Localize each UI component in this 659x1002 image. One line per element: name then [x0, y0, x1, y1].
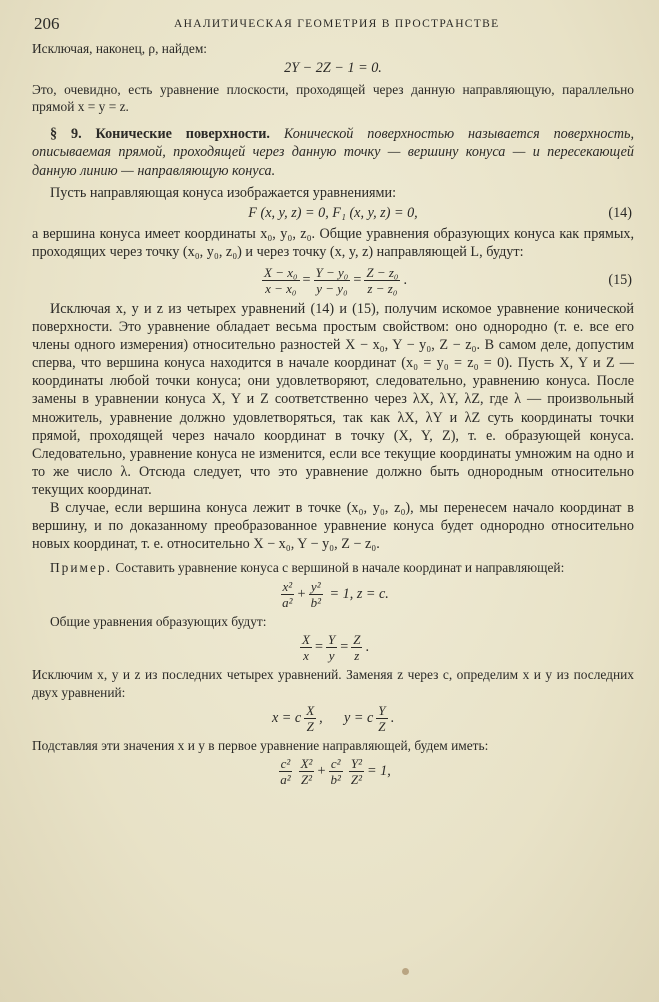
fraction-x-num: X − x₀: [264, 264, 298, 280]
formula-end: .: [365, 638, 369, 655]
frac-den: z: [354, 648, 360, 664]
frac-den: Z²: [350, 772, 363, 788]
plus-sign: +: [297, 585, 306, 602]
fraction-c2a2: [278, 756, 292, 787]
frac-num: c²: [330, 756, 341, 772]
frac-num: X: [302, 632, 310, 648]
fraction-z-num: Z − z₀: [366, 264, 399, 280]
fraction-c2b2: [328, 756, 342, 787]
fraction-XZ: [304, 703, 316, 734]
frac-num: c²: [280, 756, 291, 772]
frac-den: b²: [330, 772, 341, 788]
fraction-x2a2: [280, 579, 294, 610]
formula-xy-left: x = c: [271, 709, 302, 726]
frac-den: b²: [310, 594, 321, 610]
equals-sign: =: [314, 638, 323, 655]
fraction-z: [364, 265, 400, 296]
formula-xy-mid: , y = c: [319, 709, 374, 726]
frac-num: y²: [310, 578, 321, 594]
frac-den: Z²: [300, 772, 313, 788]
fraction-x: [262, 265, 300, 296]
formula-ellipse-rest: = 1, z = c.: [329, 585, 389, 602]
frac-num: Y: [378, 702, 386, 718]
frac-num: Y: [327, 632, 336, 648]
section-heading: § 9. Конические поверхности.: [50, 126, 270, 143]
frac-num: X²: [300, 756, 313, 772]
example-text: Составить уравнение конуса с вершиной в начале координат и направляющей:: [115, 560, 565, 576]
page-header: [34, 10, 635, 36]
paragraph-homogeneity: Исключая x, y и z из четырех уравнений (14) и (15), получим искомое уравнение конической поверхности. Это уравнение обладает весьма простым свойством: оно однородно (т. е. все его члены одного измерения) относительно разностей X − x₀, Y − y₀, Z − z₀. В самом деле, допустим сперва, что вершина конуса находится в начале координат (x₀ = y₀ = z₀ = 0). Пусть X, Y и Z — координаты любой точки конуса; они удовлетворяют, следовательно, уравнению конуса. После замены в уравнении конуса X, Y и Z соответственно через λX, λY, λZ, где λ — произвольный множитель, уравнение должно удовлетворяться, так как λX, λY и λZ суть координаты точки прямой, проходящей через начало координат в точку (X, Y, Z), т. е. образующей конуса. Следовательно, уравнение конуса не изменится, если все текущие координаты умножим на одно и то же число λ. Отсюда следует, что это уравнение должно быть однородным относительно текущих координат.: [32, 300, 634, 498]
frac-num: X: [306, 702, 315, 718]
equals-sign: =: [340, 638, 349, 655]
plus-sign: +: [317, 763, 326, 780]
formula-end: .: [390, 709, 395, 726]
paragraph-substitute: Подставляя эти значения x и y в первое уравнение направляющей, будем иметь:: [32, 737, 489, 753]
paragraph-intro: Исключая, наконец, ρ, найдем:: [32, 41, 208, 56]
fraction-X-x: [300, 632, 312, 663]
fraction-Z-z: [351, 632, 362, 663]
fraction-y2b2: [309, 579, 323, 610]
fraction-y: [314, 265, 351, 296]
section-paragraph: [32, 125, 634, 179]
frac-den: Z: [306, 718, 314, 734]
frac-num: x²: [282, 578, 293, 594]
frac-den: a²: [280, 772, 291, 788]
example-paragraph: [32, 559, 634, 576]
fraction-YZ: [376, 703, 387, 734]
paragraph-vertex: В случае, если вершина конуса лежит в точке (x₀, y₀, z₀), мы перенесем начало координат в вершину, и по доказанному преобразованное уравнение конуса будет однородно относительно новых координат, т. е. относительно X − x₀, Y − y₀, Z − z₀.: [32, 500, 634, 553]
frac-den: a²: [282, 594, 293, 610]
section-definition: Конической поверхностью называется поверхность, описываемая прямой, проходящей через данную точку — вершину конуса — и пересекающей данную линию — направляющую конуса.: [32, 126, 634, 179]
page-body: [32, 40, 634, 790]
running-title: АНАЛИТИЧЕСКАЯ ГЕОМЕТРИЯ В ПРОСТРАНСТВЕ: [174, 18, 500, 30]
fraction-Y-y: [326, 632, 337, 663]
formula-end: .: [403, 271, 407, 288]
fraction-z-den: z − z₀: [367, 280, 398, 296]
page-number: 206: [34, 14, 60, 33]
paragraph-generatrix: а вершина конуса имеет координаты x₀, y₀, z₀. Общие уравнения образующих конуса как прямых, проходящих через точку (x₀, y₀, z₀) и через точку (x, y, z) направляющей L, будут:: [32, 225, 634, 260]
frac-num: Z: [353, 632, 361, 648]
example-label: Пример.: [50, 560, 112, 576]
equation-number-14: (14): [608, 204, 632, 221]
formula-14: [32, 204, 634, 222]
formula-15: [32, 265, 634, 296]
equals-sign: =: [353, 271, 362, 288]
equals-sign: =: [302, 271, 311, 288]
formula-xy: [32, 703, 634, 734]
frac-den: Z: [378, 718, 386, 734]
formula-plane: [32, 59, 634, 77]
paragraph-plane: Это, очевидно, есть уравнение плоскости, проходящей через данную направляющую, параллельно прямой x = y = z.: [32, 81, 634, 114]
fraction-y-num: Y − y₀: [315, 264, 349, 280]
frac-den: y: [328, 648, 335, 664]
formula-cone: [32, 756, 634, 787]
frac-den: x: [303, 648, 309, 664]
paper-stain: [402, 968, 409, 975]
formula-generatrix: [32, 632, 634, 663]
fraction-X2Z2: [299, 756, 315, 787]
formula-cone-rest: = 1,: [367, 763, 391, 780]
formula-plane-text: 2Y − 2Z − 1 = 0.: [284, 60, 382, 77]
fraction-x-den: x − x₀: [265, 280, 297, 296]
formula-14-body: F (x, y, z) = 0, F₁ (x, y, z) = 0,: [248, 204, 418, 221]
fraction-y-den: y − y₀: [316, 280, 348, 296]
fraction-Y2Z2: [349, 756, 364, 787]
equation-number-15: (15): [608, 272, 632, 289]
paragraph-exclude: Исключим x, y и z из последних четырех уравнений. Заменяя z через c, определим x и y из последних двух уравнений:: [32, 667, 634, 700]
frac-num: Y²: [350, 756, 363, 772]
formula-ellipse: [32, 579, 634, 610]
paragraph-directrix: Пусть направляющая конуса изображается уравнениями:: [50, 184, 397, 201]
paragraph-general-eq: Общие уравнения образующих будут:: [50, 613, 267, 629]
